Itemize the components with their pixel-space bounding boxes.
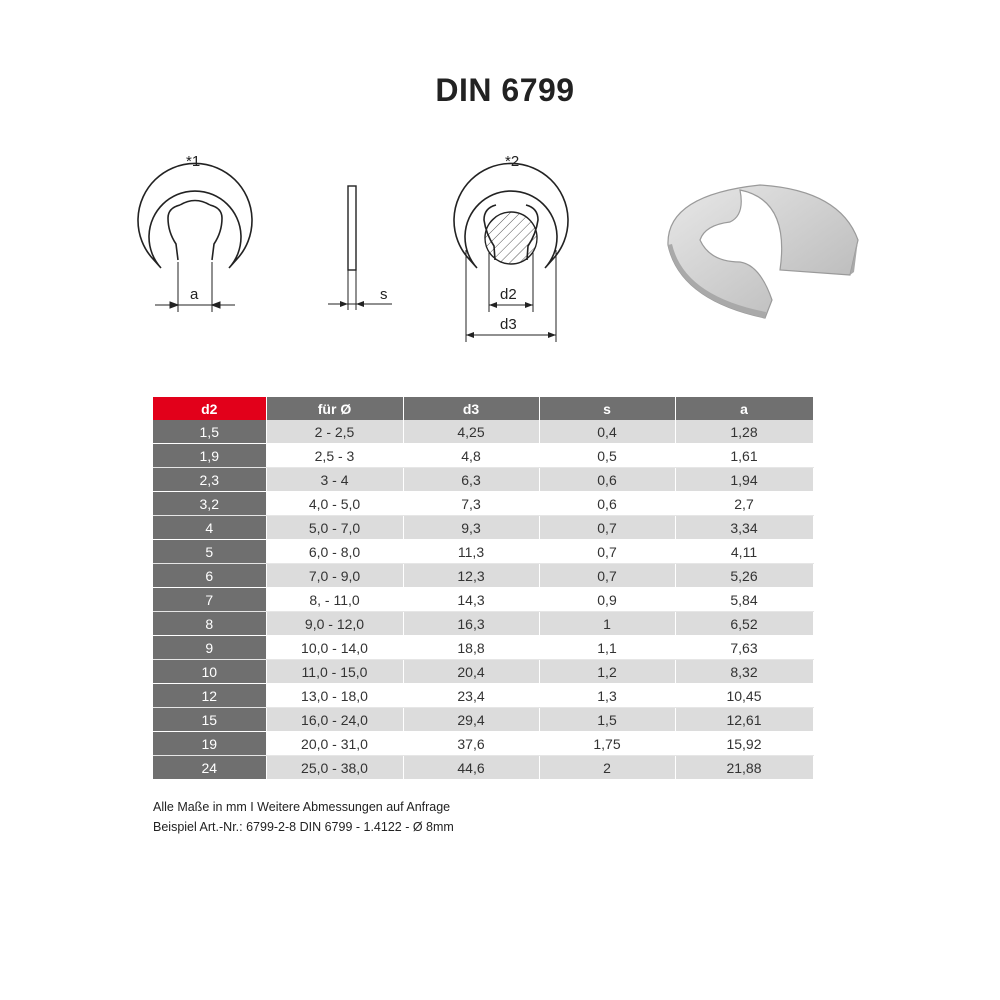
cell-a: 8,32: [675, 660, 813, 684]
cell-s: 1: [539, 612, 675, 636]
cell-s: 1,2: [539, 660, 675, 684]
cell-d3: 7,3: [403, 492, 539, 516]
cell-d3: 23,4: [403, 684, 539, 708]
table-row: [153, 756, 813, 780]
cell-d3: 9,3: [403, 516, 539, 540]
note-dimensions: Alle Maße in mm I Weitere Abmessungen auf Anfrage: [153, 800, 451, 814]
cell-d3: 14,3: [403, 588, 539, 612]
cell-s: 1,75: [539, 732, 675, 756]
cell-d3: 37,6: [403, 732, 539, 756]
cell-s: 1,3: [539, 684, 675, 708]
header-fuer-d: für Ø: [266, 397, 403, 420]
cell-d3: 6,3: [403, 468, 539, 492]
cell-a: 5,26: [675, 564, 813, 588]
cell-s: 1,1: [539, 636, 675, 660]
table-row: [153, 636, 813, 660]
cell-a: 12,61: [675, 708, 813, 732]
label-d3: d3: [500, 316, 517, 333]
header-a: a: [675, 397, 813, 420]
eclip-front-view: [138, 163, 252, 268]
header-d3: d3: [403, 397, 539, 420]
cell-d2: 24: [153, 756, 266, 780]
cell-d3: 4,8: [403, 444, 539, 468]
note-example: Beispiel Art.-Nr.: 6799-2-8 DIN 6799 - 1.4122 - Ø 8mm: [153, 820, 454, 834]
cell-fuer-d: 6,0 - 8,0: [266, 540, 403, 564]
cell-d2: 10: [153, 660, 266, 684]
cell-a: 6,52: [675, 612, 813, 636]
cell-d2: 4: [153, 516, 266, 540]
cell-fuer-d: 25,0 - 38,0: [266, 756, 403, 780]
table-row: [153, 468, 813, 492]
cell-fuer-d: 7,0 - 9,0: [266, 564, 403, 588]
cell-d2: 5: [153, 540, 266, 564]
cell-d3: 12,3: [403, 564, 539, 588]
cell-a: 1,28: [675, 420, 813, 444]
table-row: [153, 492, 813, 516]
table-row: [153, 540, 813, 564]
cell-s: 0,7: [539, 540, 675, 564]
header-s: s: [539, 397, 675, 420]
table-row: [153, 612, 813, 636]
cell-s: 0,9: [539, 588, 675, 612]
cell-a: 5,84: [675, 588, 813, 612]
cell-s: 0,4: [539, 420, 675, 444]
cell-d3: 20,4: [403, 660, 539, 684]
cell-a: 7,63: [675, 636, 813, 660]
cell-d2: 19: [153, 732, 266, 756]
label-d2: d2: [500, 286, 517, 303]
cell-d2: 6: [153, 564, 266, 588]
eclip-photo: [668, 185, 858, 318]
cell-s: 2: [539, 756, 675, 780]
cell-d3: 29,4: [403, 708, 539, 732]
cell-fuer-d: 5,0 - 7,0: [266, 516, 403, 540]
cell-fuer-d: 20,0 - 31,0: [266, 732, 403, 756]
cell-d3: 16,3: [403, 612, 539, 636]
cell-fuer-d: 13,0 - 18,0: [266, 684, 403, 708]
cell-d3: 44,6: [403, 756, 539, 780]
cell-d2: 1,9: [153, 444, 266, 468]
page-title: DIN 6799: [435, 72, 575, 108]
table-row: [153, 588, 813, 612]
label-star-2: *2: [505, 153, 520, 170]
cell-d3: 11,3: [403, 540, 539, 564]
cell-d2: 2,3: [153, 468, 266, 492]
cell-a: 21,88: [675, 756, 813, 780]
cell-a: 15,92: [675, 732, 813, 756]
table-row: [153, 444, 813, 468]
cell-d3: 4,25: [403, 420, 539, 444]
cell-d2: 1,5: [153, 420, 266, 444]
cell-a: 2,7: [675, 492, 813, 516]
cell-fuer-d: 11,0 - 15,0: [266, 660, 403, 684]
label-s: s: [380, 286, 388, 303]
cell-s: 0,5: [539, 444, 675, 468]
label-star-1: *1: [186, 153, 201, 170]
cell-s: 0,7: [539, 516, 675, 540]
cell-d2: 12: [153, 684, 266, 708]
cell-fuer-d: 10,0 - 14,0: [266, 636, 403, 660]
specification-table: [153, 397, 814, 780]
cell-s: 0,7: [539, 564, 675, 588]
cell-fuer-d: 9,0 - 12,0: [266, 612, 403, 636]
header-d2: d2: [153, 397, 266, 420]
table-row: [153, 732, 813, 756]
cell-fuer-d: 2 - 2,5: [266, 420, 403, 444]
cell-fuer-d: 2,5 - 3: [266, 444, 403, 468]
table-row: [153, 516, 813, 540]
cell-d2: 15: [153, 708, 266, 732]
cell-d2: 7: [153, 588, 266, 612]
cell-fuer-d: 8, - 11,0: [266, 588, 403, 612]
cell-a: 3,34: [675, 516, 813, 540]
cell-d3: 18,8: [403, 636, 539, 660]
cell-d2: 3,2: [153, 492, 266, 516]
table-row: [153, 660, 813, 684]
cell-d2: 8: [153, 612, 266, 636]
cell-fuer-d: 16,0 - 24,0: [266, 708, 403, 732]
table-row: [153, 684, 813, 708]
cell-a: 10,45: [675, 684, 813, 708]
cell-fuer-d: 4,0 - 5,0: [266, 492, 403, 516]
cell-s: 0,6: [539, 492, 675, 516]
cell-s: 1,5: [539, 708, 675, 732]
table-row: [153, 564, 813, 588]
cell-s: 0,6: [539, 468, 675, 492]
cell-a: 1,61: [675, 444, 813, 468]
cell-a: 4,11: [675, 540, 813, 564]
cell-a: 1,94: [675, 468, 813, 492]
footnotes: [153, 797, 454, 837]
cell-d2: 9: [153, 636, 266, 660]
cell-fuer-d: 3 - 4: [266, 468, 403, 492]
technical-drawings: [0, 0, 1000, 380]
table-row: [153, 420, 813, 444]
label-a: a: [190, 286, 199, 303]
table-row: [153, 708, 813, 732]
table-header-row: [153, 397, 813, 420]
